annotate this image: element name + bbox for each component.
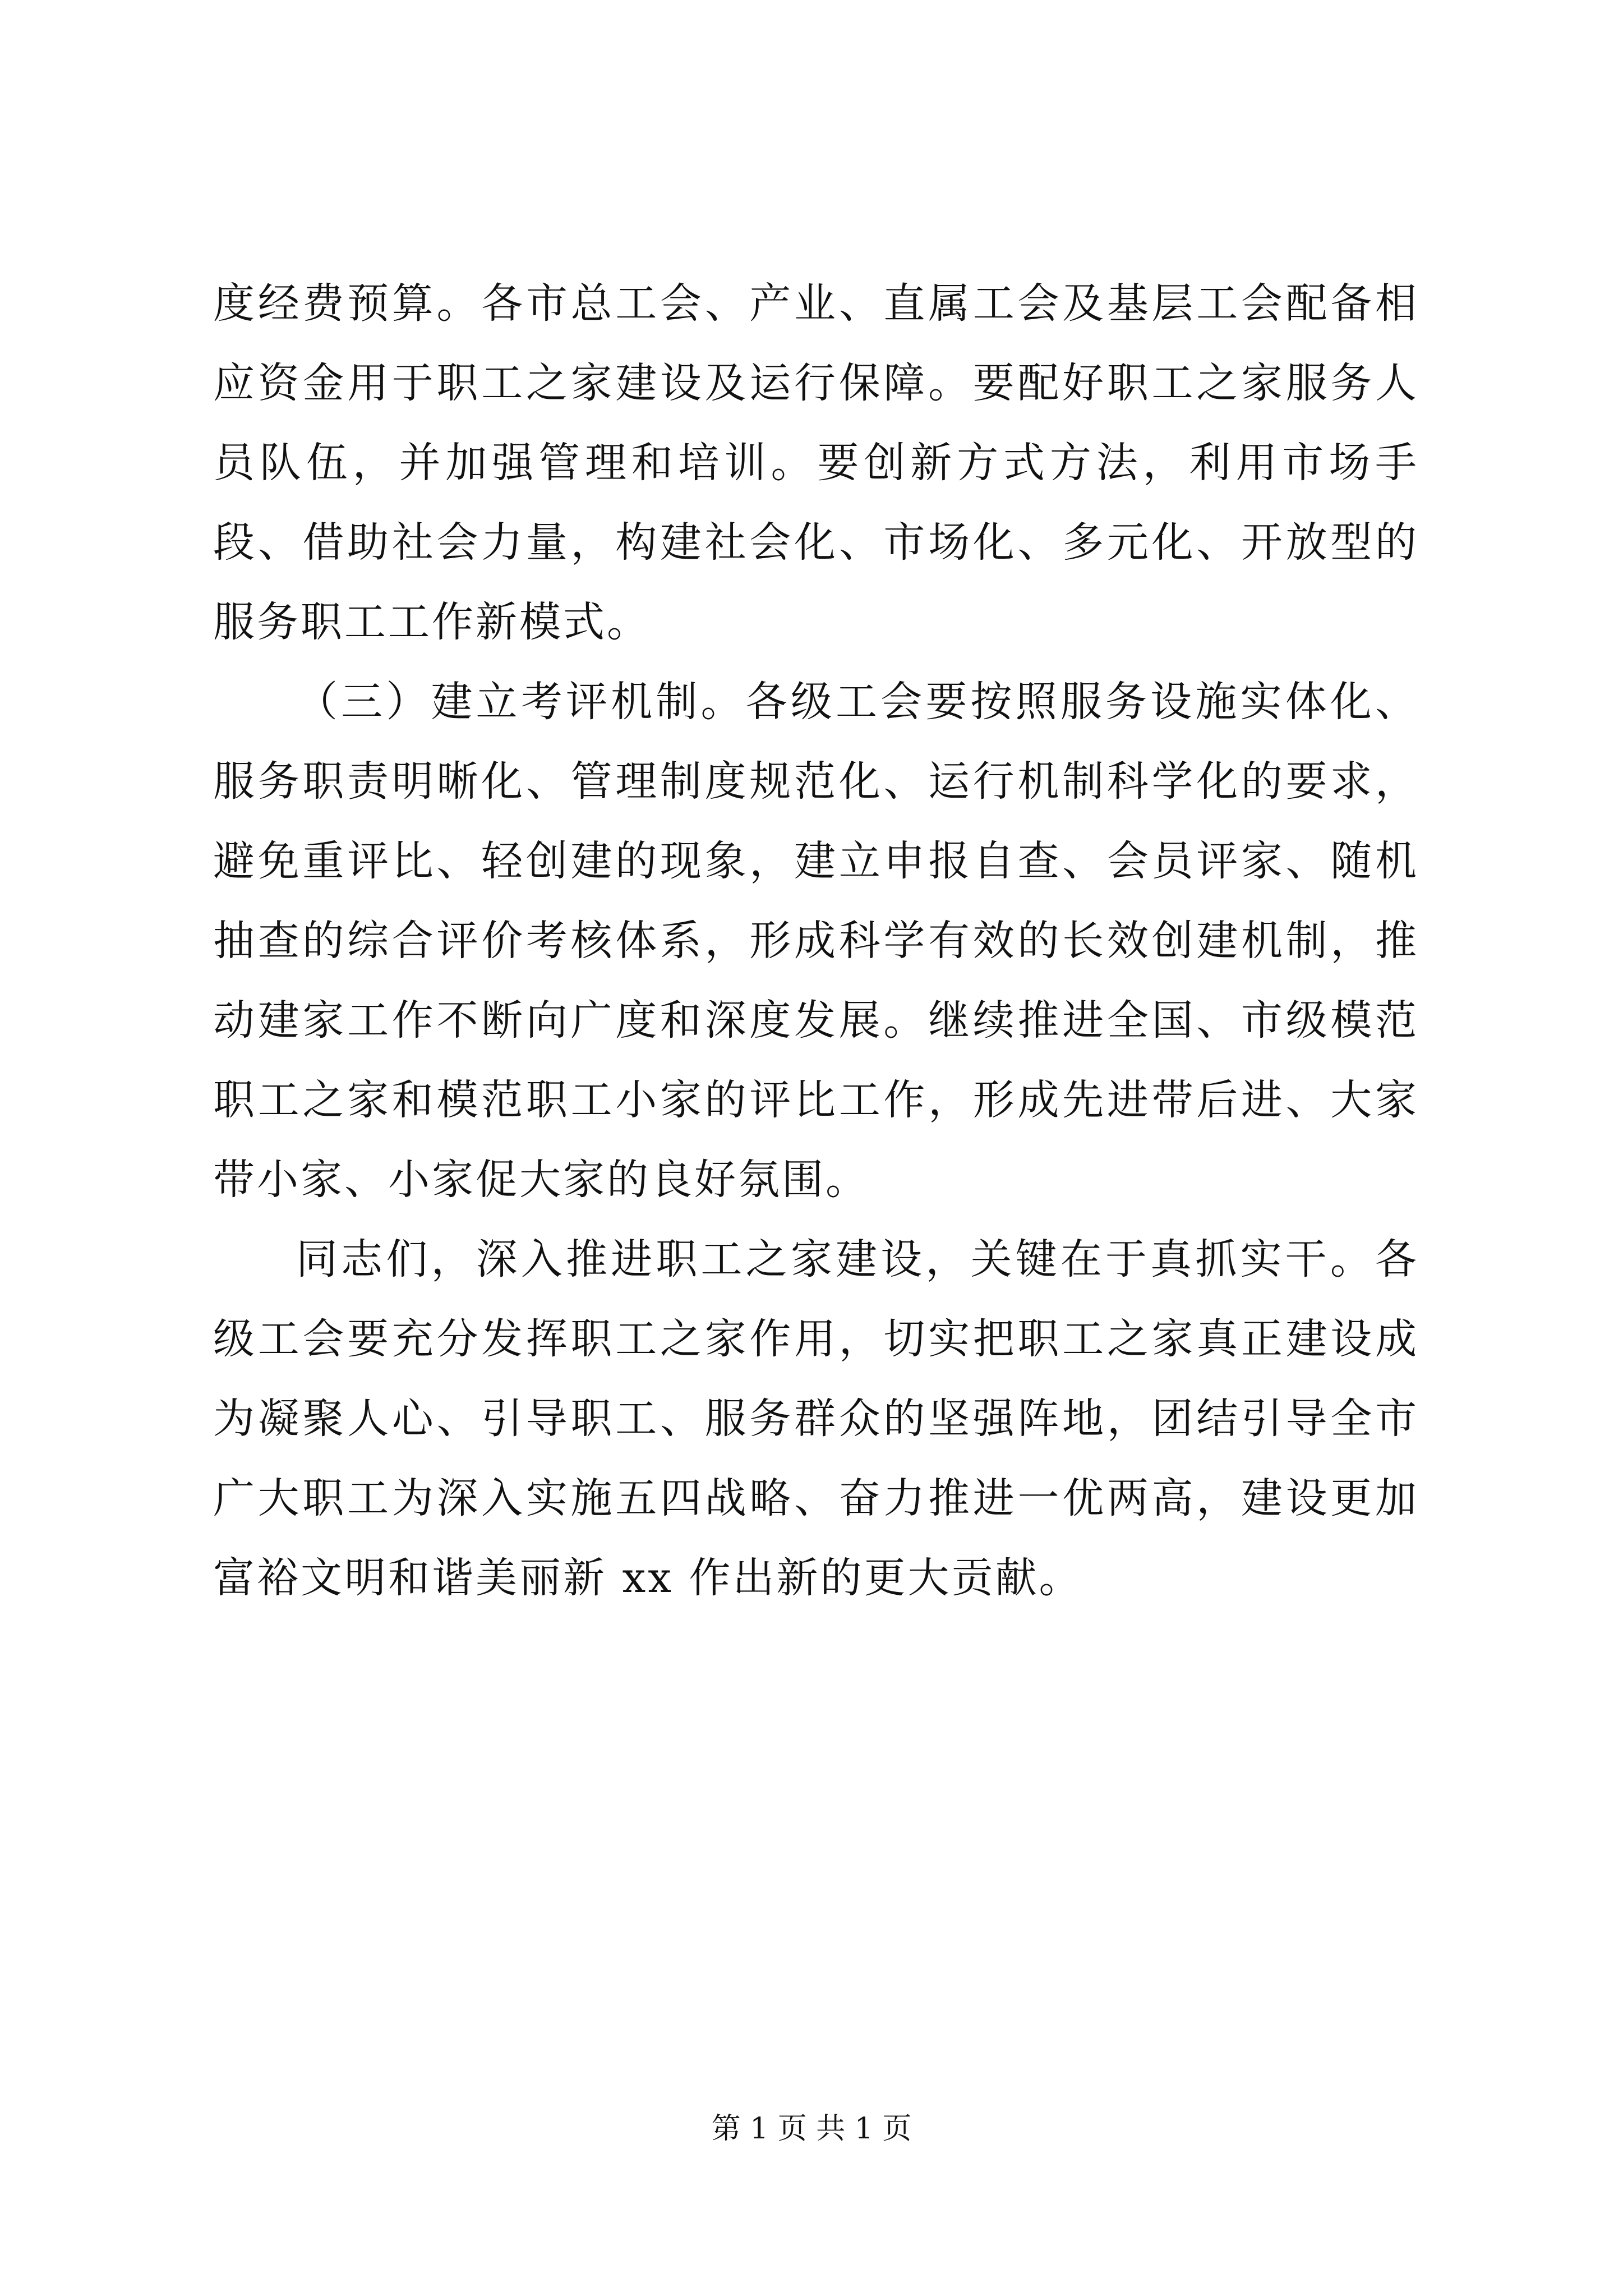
paragraph-closing-remarks: 同志们，深入推进职工之家建设，关键在于真抓实干。各级工会要充分发挥职工之家作用，切实把职工之家真正建设成为凝聚人心、引导职工、服务群众的坚强阵地，团结引导全市广大职工为深入实施五四战略、奋力推进一优两高，建设更加富裕文明和谐美丽新 xx 作出新的更大贡献。 xyxy=(213,1235,1419,1602)
paragraph-budget-continuation: 度经费预算。各市总工会、产业、直属工会及基层工会配备相应资金用于职工之家建设及运行保障。要配好职工之家服务人员队伍，并加强管理和培训。要创新方式方法，利用市场手段、借助社会力量，构建社会化、市场化、多元化、开放型的服务职工工作新模式。 xyxy=(213,279,1419,646)
paragraph-evaluation-mechanism: （三）建立考评机制。各级工会要按照服务设施实体化、服务职责明晰化、管理制度规范化、运行机制科学化的要求，避免重评比、轻创建的现象，建立申报自查、会员评家、随机抽查的综合评价考核体系，形成科学有效的长效创建机制，推动建家工作不断向广度和深度发展。继续推进全国、市级模范职工之家和模范职工小家的评比工作，形成先进带后进、大家带小家、小家促大家的良好氛围。 xyxy=(213,678,1419,1204)
page-footer: 第 1 页 共 1 页 xyxy=(711,2112,912,2146)
document-body xyxy=(213,264,1419,1618)
